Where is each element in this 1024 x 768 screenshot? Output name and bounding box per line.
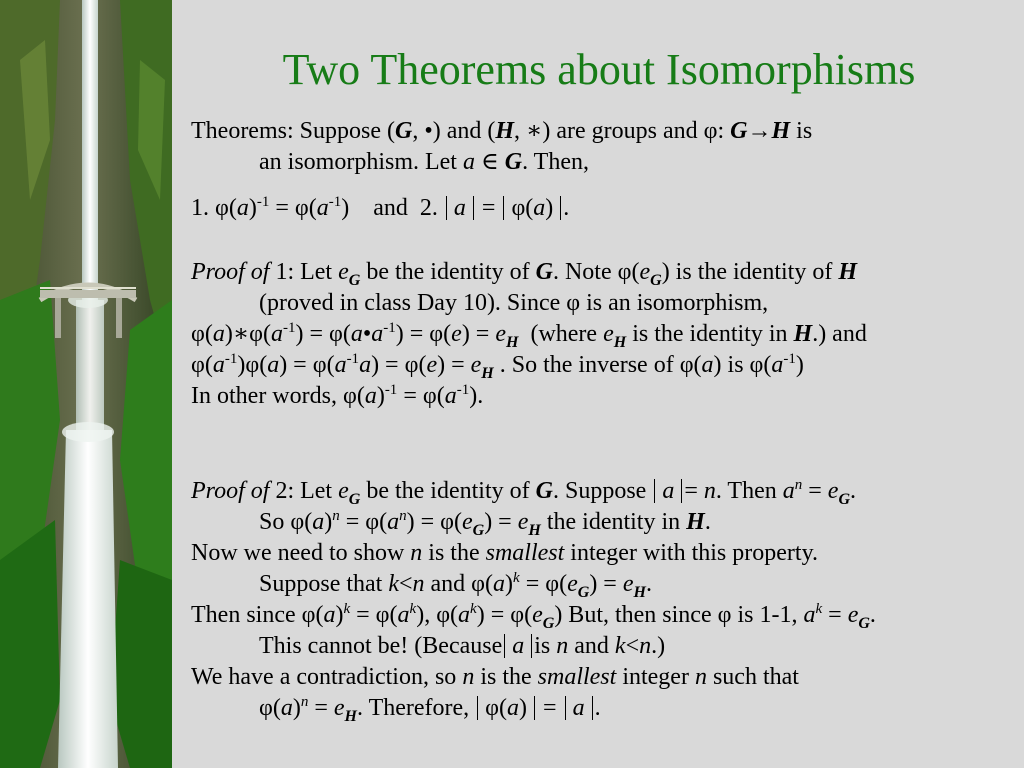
slide-title: Two Theorems about Isomorphisms [282,45,916,94]
slide-content [174,0,1024,768]
theorem-statement: Theorems: Suppose (G, •) and (H, ∗) are groups and φ: G→H is an isomorphism. Let a ∈ G. Then, [191,118,813,175]
theorem-list: 1. $\varphi(a)^{-1} = \varphi(a^{-1})$ and 2. a = φ(a) . [191,194,570,221]
proof-2: Proof of 2: Let $e_G$ be the identity of G. Suppose a = n. Then $a^n = e_G$. So $\varphi(a)^n = \varphi(a^n) = \varphi(e_G) = e_H$ the identity in H. Now we need to show n is the smallest integer with this property. Suppose that k<n and $\varphi(a)^k = \varphi(e_G) = e_H$. Then since $\varphi(a)^k = \varphi(a^k)$, $\varphi(a^k) = \varphi(e_G)$ But, then since φ is 1-1, $a^k = e_G$. This cannot be! (Because a is n and k<n.) We have a contradiction, so n is the smallest integer n such that $\varphi(a)^n = e_H$. Therefore, φ(a) = a . [191,477,876,725]
proof-1: Proof of 1: Let $e_G$ be the identity of G. Note $\varphi(e_G)$ is the identity of H (proved in class Day 10). Since φ is an isomorphism, $\varphi(a)∗\varphi(a^{-1})$ = $\varphi(a•a^{-1}) = \varphi(e) = e_H$ (where $e_H$ is the identity in H.) and $\varphi(a^{-1})\varphi(a) = \varphi(a^{-1}a) = \varphi(e) = e_H$ . So the inverse of φ(a) is $\varphi(a^{-1})$ In other words, $\varphi(a)^{-1} = \varphi(a^{-1})$. [191,259,867,409]
waterfall-photo [0,0,172,768]
